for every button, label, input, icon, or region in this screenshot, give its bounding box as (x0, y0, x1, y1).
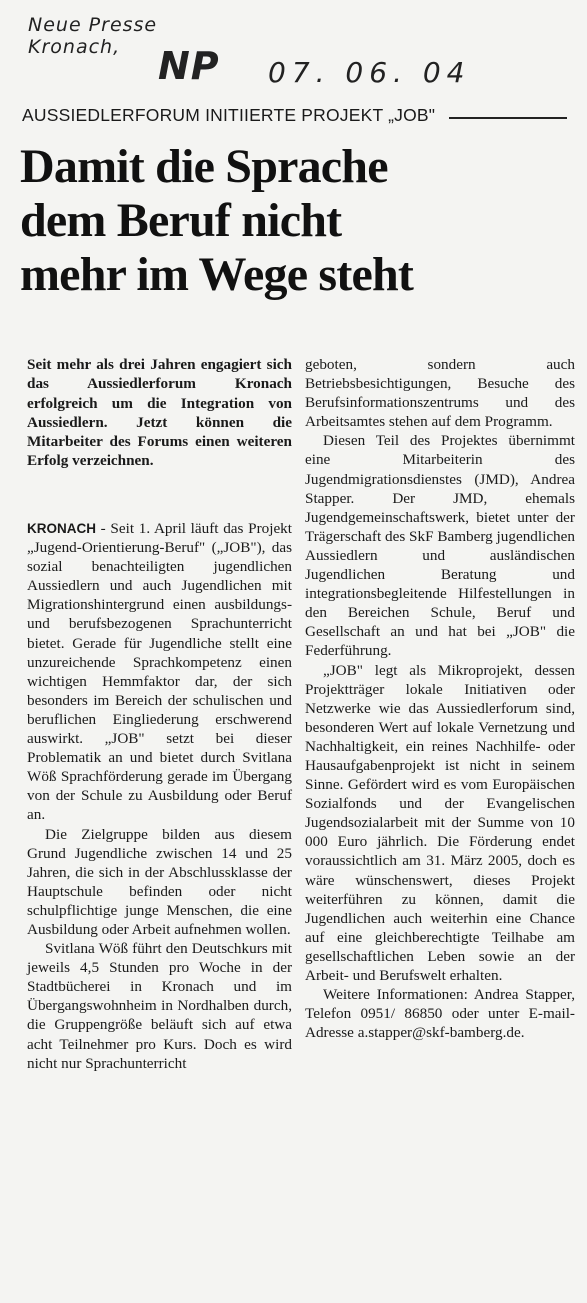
article-headline (20, 140, 575, 302)
kicker-row (22, 100, 567, 130)
headline-line: mehr im Wege steht (20, 248, 414, 301)
headline-line: Damit die Sprache (20, 140, 388, 193)
body-paragraph: Die Zielgruppe bilden aus diesem Grund Jugendliche zwischen 14 und 25 Jahren, die sich in der Abschlussklasse der Hauptschule befinden oder nicht schulpflichtige junge Menschen, die eine Ausbildung oder Arbeit aufnehmen wollen. (27, 825, 292, 938)
article-column-left (27, 519, 292, 1073)
handwritten-date: 07. 06. 04 (268, 56, 471, 89)
article-lead (27, 355, 292, 471)
dateline: KRONACH (27, 521, 96, 536)
body-paragraph: Diesen Teil des Projektes übernimmt eine Mitarbeiterin des Jugendmigrationsdienstes (JMD), Andrea Stapper. Der JMD, ehemals Jugendgemeinschaftswerk, bietet unter der Trägerschaft des SkF Bamberg jugendlichen Aussiedlern und ausländischen Jugendlichen Beratung und integrationsbegleitende Hilfestellungen in den Bereichen Schule, Beruf und Gesellschaft an und hat bei „JOB" die Federführung. (305, 432, 575, 660)
article-column-right (305, 355, 575, 1042)
body-paragraph: Weitere Informationen: Andrea Stapper, Telefon 0951/ 86850 oder unter E-mail-Adresse a.stapper@skf-bamberg.de. (305, 986, 575, 1042)
body-paragraph: Svitlana Wöß führt den Deutschkurs mit jeweils 4,5 Stunden pro Woche in der Stadtbücherei in Kronach und im Übergangswohnheim in Nordhalben durch, die Gruppengröße beläuft sich auf etwa acht Teilnehmer pro Kurs. Doch es wird nicht nur Sprachunterricht (27, 940, 292, 1072)
body-paragraph: geboten, sondern auch Betriebsbesichtigungen, Besuche des Berufsinformationszentrums und des Arbeitsamtes stehen auf dem Programm. (305, 356, 575, 431)
body-paragraph: „JOB" legt als Mikroprojekt, dessen Projektträger lokale Initiativen oder Netzwerke wie das Aussiedlerforum sind, besonderen Wert auf lokale Vernetzung und Nachhaltigkeit, ein reines Nachhilfe- oder Hausaufgabenprojekt ist nicht in seinem Sinne. Gefördert wird es vom Europäischen Sozialfonds und der Evangelischen Jugendsozialarbeit mit der Summe von 10 000 Euro jährlich. Die Förderung endet voraussichtlich am 31. März 2005, doch es wäre wünschenswert, dieses Projekt weiterführen zu können, damit die Jugendlichen auch weiterhin eine Chance auf eine gleichberechtigte Teilhabe am gesellschaftlichen Leben sowie an der Arbeit- und Berufswelt erhalten. (305, 661, 575, 984)
lead-paragraph: Seit mehr als drei Jahren engagiert sich das Aussiedlerforum Kronach erfolgreich um die Integration von Aussiedlern. Jetzt können die Mitarbeiter des Forums einen weiteren Erfolg verzeichnen. (27, 356, 292, 470)
headline-line: dem Beruf nicht (20, 194, 342, 247)
article-kicker: AUSSIEDLERFORUM INITIIERTE PROJEKT „JOB" (22, 104, 436, 125)
body-paragraph-text: - Seit 1. April läuft das Projekt „Jugend-Orientierung-Beruf" („JOB"), das sozial benachteiligten jugendlichen Aussiedlern und auch Jugendlichen mit Migrationshintergrund einen ausbildungs- und berufsbezogenen Sprachunterricht bietet. Gerade für Jugendliche stellt eine unzureichende Sprachkompetenz einen wichtigen Hemmfaktor dar, der sich besonders im Bereich der schulischen und beruflichen Eingliederung erschwerend auswirkt. „JOB" setzt bei dieser Problematik an und bietet durch Svitlana Wöß Sprachförderung gerade im Übergang von der Schule zu Ausbildung oder Beruf an. (27, 520, 292, 824)
handwritten-source-note: Neue Presse Kronach, (28, 14, 158, 58)
handwritten-np-abbreviation: NP (158, 44, 220, 88)
body-paragraph (27, 519, 292, 825)
kicker-rule (449, 117, 567, 119)
